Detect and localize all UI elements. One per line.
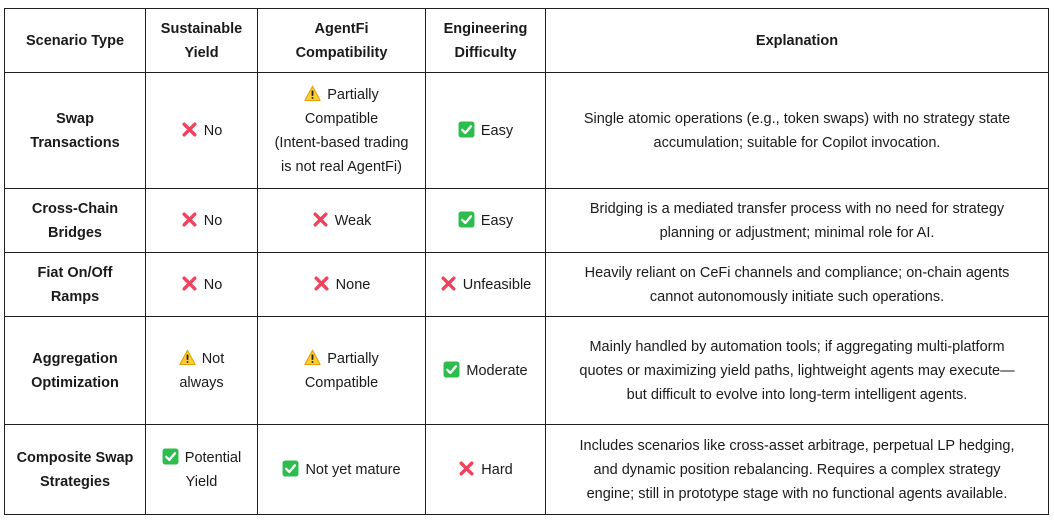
scenario-label: Cross-Chain Bridges xyxy=(31,200,119,241)
sustainable-yield-cell xyxy=(146,425,258,515)
check-mark-icon xyxy=(282,460,299,477)
engineering-difficulty-value: Easy xyxy=(480,122,514,139)
cross-mark-icon xyxy=(312,211,329,228)
header-agentfi-compatibility-text: AgentFi Compatibility xyxy=(295,20,388,61)
sustainable-yield-cell xyxy=(146,73,258,189)
sustainable-yield-cell xyxy=(146,253,258,317)
header-scenario-type-text: Scenario Type xyxy=(25,32,125,49)
header-explanation xyxy=(546,9,1049,73)
scenario-label: Fiat On/Off Ramps xyxy=(37,264,113,305)
check-mark-icon xyxy=(443,361,460,378)
header-agentfi-compatibility xyxy=(258,9,426,73)
engineering-difficulty-cell xyxy=(426,73,546,189)
table-row xyxy=(5,73,1049,189)
sustainable-yield-value: Not always xyxy=(179,350,225,391)
header-row xyxy=(5,9,1049,73)
check-mark-icon xyxy=(162,448,179,465)
cross-mark-icon xyxy=(181,211,198,228)
explanation-text: Heavily reliant on CeFi channels and compliance; on-chain agents cannot autonomously initiate such operations. xyxy=(584,264,1010,305)
sustainable-yield-value: Potential Yield xyxy=(184,449,242,490)
header-scenario-type xyxy=(5,9,146,73)
agentfi-compatibility-cell xyxy=(258,425,426,515)
explanation-cell xyxy=(546,73,1049,189)
cross-mark-icon xyxy=(458,460,475,477)
sustainable-yield-cell xyxy=(146,317,258,425)
engineering-difficulty-value: Moderate xyxy=(466,362,528,379)
table-row xyxy=(5,189,1049,253)
explanation-cell xyxy=(546,317,1049,425)
header-engineering-difficulty-text: Engineering Difficulty xyxy=(443,20,528,61)
scenario-cell xyxy=(5,253,146,317)
sustainable-yield-value: No xyxy=(203,276,223,293)
table-row xyxy=(5,253,1049,317)
engineering-difficulty-cell xyxy=(426,317,546,425)
scenario-label: Swap Transactions xyxy=(30,110,120,151)
scenario-label: Composite Swap Strategies xyxy=(16,449,134,490)
explanation-text: Mainly handled by automation tools; if aggregating multi-platform quotes or maximizing yield paths, lightweight agents may execute— but difficult to evolve into long-term intelligent agents. xyxy=(579,338,1015,403)
engineering-difficulty-cell xyxy=(426,253,546,317)
explanation-text: Bridging is a mediated transfer process with no need for strategy planning or adjustment; minimal role for AI. xyxy=(589,200,1005,241)
scenario-cell xyxy=(5,317,146,425)
cross-mark-icon xyxy=(181,275,198,292)
header-sustainable-yield-text: Sustainable Yield xyxy=(160,20,243,61)
agentfi-compatibility-value: Not yet mature xyxy=(305,461,401,478)
check-mark-icon xyxy=(458,211,475,228)
sustainable-yield-cell xyxy=(146,189,258,253)
header-engineering-difficulty xyxy=(426,9,546,73)
explanation-cell xyxy=(546,189,1049,253)
scenario-cell xyxy=(5,425,146,515)
explanation-text: Includes scenarios like cross-asset arbitrage, perpetual LP hedging, and dynamic position rebalancing. Requires a complex strategy engine; still in prototype stage with no functional agents available. xyxy=(579,437,1015,502)
engineering-difficulty-cell xyxy=(426,189,546,253)
cross-mark-icon xyxy=(181,121,198,138)
engineering-difficulty-value: Hard xyxy=(481,461,513,478)
agentfi-compatibility-value: None xyxy=(335,276,371,293)
agentfi-compatibility-cell xyxy=(258,317,426,425)
explanation-cell xyxy=(546,253,1049,317)
agentfi-compatibility-value: Partially Compatible (Intent-based trading is not real AgentFi) xyxy=(274,86,409,175)
engineering-difficulty-cell xyxy=(426,425,546,515)
sustainable-yield-value: No xyxy=(203,122,223,139)
sustainable-yield-value: No xyxy=(203,212,223,229)
table-row xyxy=(5,317,1049,425)
scenario-cell xyxy=(5,189,146,253)
cross-mark-icon xyxy=(313,275,330,292)
warning-icon xyxy=(304,349,321,366)
engineering-difficulty-value: Unfeasible xyxy=(462,276,532,293)
warning-icon xyxy=(179,349,196,366)
explanation-text: Single atomic operations (e.g., token swaps) with no strategy state accumulation; suitable for Copilot invocation. xyxy=(583,110,1011,151)
table-row xyxy=(5,425,1049,515)
cross-mark-icon xyxy=(440,275,457,292)
engineering-difficulty-value: Easy xyxy=(480,212,514,229)
agentfi-compatibility-cell xyxy=(258,253,426,317)
scenario-label: Aggregation Optimization xyxy=(31,350,119,391)
agentfi-compatibility-cell xyxy=(258,73,426,189)
header-explanation-text: Explanation xyxy=(755,32,839,49)
agentfi-compatibility-value: Partially Compatible xyxy=(304,350,379,391)
agentfi-compatibility-cell xyxy=(258,189,426,253)
check-mark-icon xyxy=(458,121,475,138)
scenario-cell xyxy=(5,73,146,189)
explanation-cell xyxy=(546,425,1049,515)
warning-icon xyxy=(304,85,321,102)
scenario-comparison-table xyxy=(4,8,1049,515)
header-sustainable-yield xyxy=(146,9,258,73)
agentfi-compatibility-value: Weak xyxy=(334,212,372,229)
